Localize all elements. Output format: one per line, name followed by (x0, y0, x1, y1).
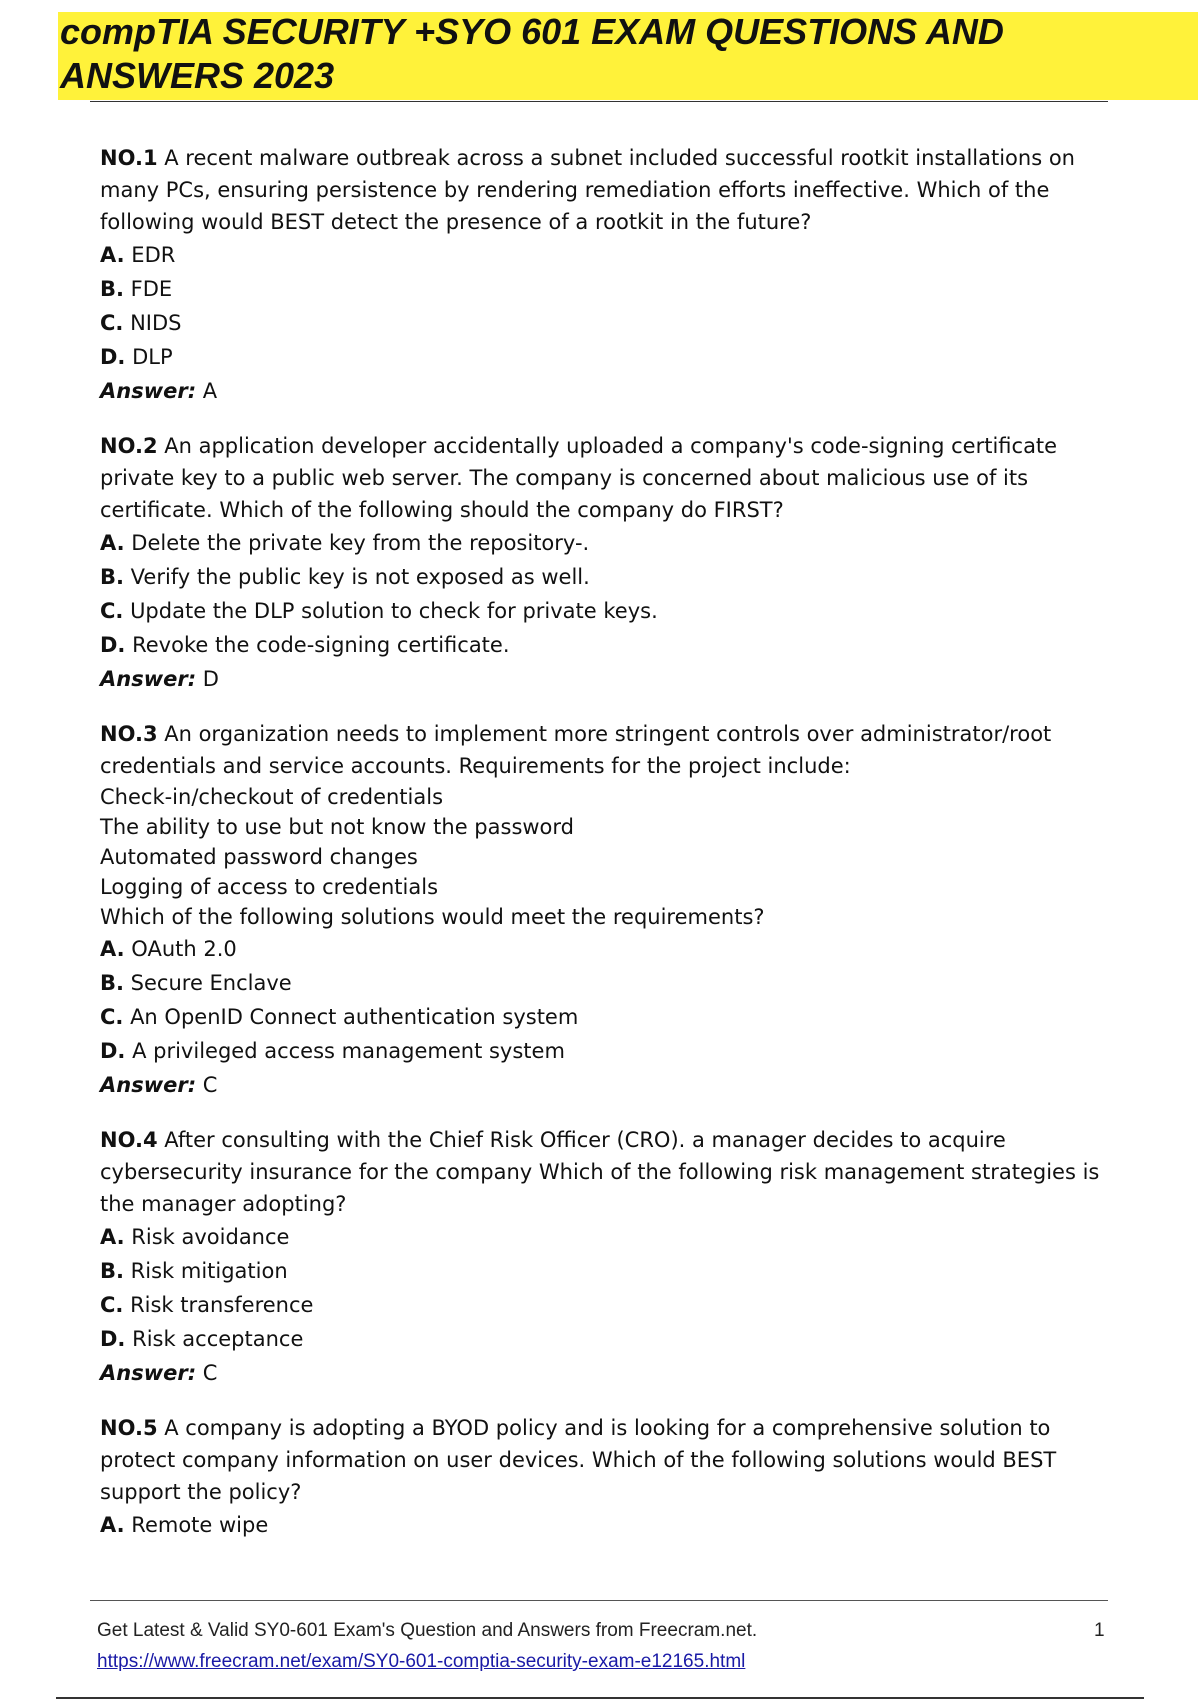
option-a (100, 526, 1100, 560)
option-key: D. (100, 1327, 126, 1351)
option-b (100, 1254, 1100, 1288)
question-text (100, 430, 1100, 526)
option-text: An OpenID Connect authentication system (123, 1005, 579, 1029)
requirement-line: Logging of access to credentials (100, 875, 439, 899)
option-text: OAuth 2.0 (124, 937, 237, 961)
document-title: compTIA SECURITY +SYO 601 EXAM QUESTIONS AND ANSWERS 2023 (60, 11, 1004, 96)
question-2 (100, 430, 1100, 696)
option-text: FDE (123, 277, 173, 301)
option-key: C. (100, 311, 124, 335)
option-b (100, 560, 1100, 594)
question-prompt: Which of the following solutions would meet the requirements? (100, 905, 765, 929)
option-text: Revoke the code-signing certificate. (125, 633, 510, 657)
question-number: NO.1 (100, 146, 158, 170)
question-5 (100, 1412, 1100, 1542)
option-key: C. (100, 1005, 124, 1029)
question-body: After consulting with the Chief Risk Officer (CRO). a manager decides to acquire cybersecurity insurance for the company Which of the following risk management strategies is the manager adopting? (100, 1128, 1100, 1216)
answer-value: C (196, 1073, 218, 1097)
page-number: 1 (1094, 1620, 1105, 1641)
option-key: B. (100, 971, 124, 995)
answer-label: Answer: (100, 379, 197, 403)
option-text: Risk avoidance (124, 1225, 290, 1249)
footer-text: Get Latest & Valid SY0-601 Exam's Question and Answers from Freecram.net. (97, 1620, 758, 1641)
question-number: NO.2 (100, 434, 158, 458)
option-text: Risk mitigation (123, 1259, 288, 1283)
answer-value: C (196, 1361, 218, 1385)
option-text: Risk transference (123, 1293, 314, 1317)
footer-link[interactable]: https://www.freecram.net/exam/SY0-601-comptia-security-exam-e12165.html (97, 1651, 746, 1672)
question-4 (100, 1124, 1100, 1390)
option-text: A privileged access management system (125, 1039, 565, 1063)
option-key: D. (100, 345, 126, 369)
answer-label: Answer: (100, 1361, 197, 1385)
option-text: EDR (124, 243, 176, 267)
answer-label: Answer: (100, 1073, 197, 1097)
option-b (100, 272, 1100, 306)
option-text: Secure Enclave (123, 971, 292, 995)
title-divider (90, 101, 1108, 102)
option-key: B. (100, 277, 124, 301)
option-text: Risk acceptance (125, 1327, 304, 1351)
option-a (100, 932, 1100, 966)
requirement-line: Check-in/checkout of credentials (100, 785, 444, 809)
answer (100, 1068, 1100, 1102)
option-c (100, 306, 1100, 340)
question-text (100, 1412, 1100, 1508)
answer-value: D (196, 667, 219, 691)
option-key: A. (100, 1225, 125, 1249)
option-key: A. (100, 531, 125, 555)
option-d (100, 1322, 1100, 1356)
question-text (100, 142, 1100, 238)
option-c (100, 1000, 1100, 1034)
option-key: A. (100, 937, 125, 961)
option-c (100, 1288, 1100, 1322)
option-c (100, 594, 1100, 628)
option-key: D. (100, 633, 126, 657)
answer-value: A (196, 379, 218, 403)
option-b (100, 966, 1100, 1000)
question-body: An organization needs to implement more stringent controls over administrator/root credentials and service accounts. Requirements for the project include: (100, 722, 1052, 778)
requirement-line: Automated password changes (100, 845, 418, 869)
question-number: NO.4 (100, 1128, 158, 1152)
answer (100, 662, 1100, 696)
option-text: Update the DLP solution to check for private keys. (123, 599, 658, 623)
questions-container (100, 142, 1100, 1564)
question-number: NO.3 (100, 722, 158, 746)
question-1 (100, 142, 1100, 408)
option-key: C. (100, 1293, 124, 1317)
option-a (100, 1220, 1100, 1254)
option-d (100, 1034, 1100, 1068)
question-number: NO.5 (100, 1416, 158, 1440)
option-text: DLP (125, 345, 173, 369)
option-d (100, 628, 1100, 662)
option-a (100, 1508, 1100, 1542)
question-text (100, 718, 1100, 782)
option-a (100, 238, 1100, 272)
option-key: B. (100, 565, 124, 589)
option-text: Delete the private key from the repository-. (124, 531, 590, 555)
option-key: D. (100, 1039, 126, 1063)
page-bottom-border (56, 1697, 1144, 1699)
answer-label: Answer: (100, 667, 197, 691)
option-key: A. (100, 1513, 125, 1537)
answer (100, 374, 1100, 408)
option-text: Verify the public key is not exposed as well. (123, 565, 590, 589)
footer-divider (90, 1600, 1108, 1601)
option-key: C. (100, 599, 124, 623)
answer (100, 1356, 1100, 1390)
requirement-line: The ability to use but not know the password (100, 815, 574, 839)
option-d (100, 340, 1100, 374)
option-text: Remote wipe (124, 1513, 269, 1537)
question-body: An application developer accidentally uploaded a company's code-signing certificate private key to a public web server. The company is concerned about malicious use of its certificate. Which of the following should the company do FIRST? (100, 434, 1058, 522)
option-text: NIDS (123, 311, 182, 335)
question-3 (100, 718, 1100, 1102)
question-text (100, 1124, 1100, 1220)
question-body: A company is adopting a BYOD policy and is looking for a comprehensive solution to protect company information on user devices. Which of the following solutions would BEST support the policy? (100, 1416, 1057, 1504)
option-key: A. (100, 243, 125, 267)
option-key: B. (100, 1259, 124, 1283)
question-body: A recent malware outbreak across a subnet included successful rootkit installations on many PCs, ensuring persistence by rendering remediation efforts ineffective. Which of the following would BEST detect the presence of a rootkit in the future? (100, 146, 1075, 234)
